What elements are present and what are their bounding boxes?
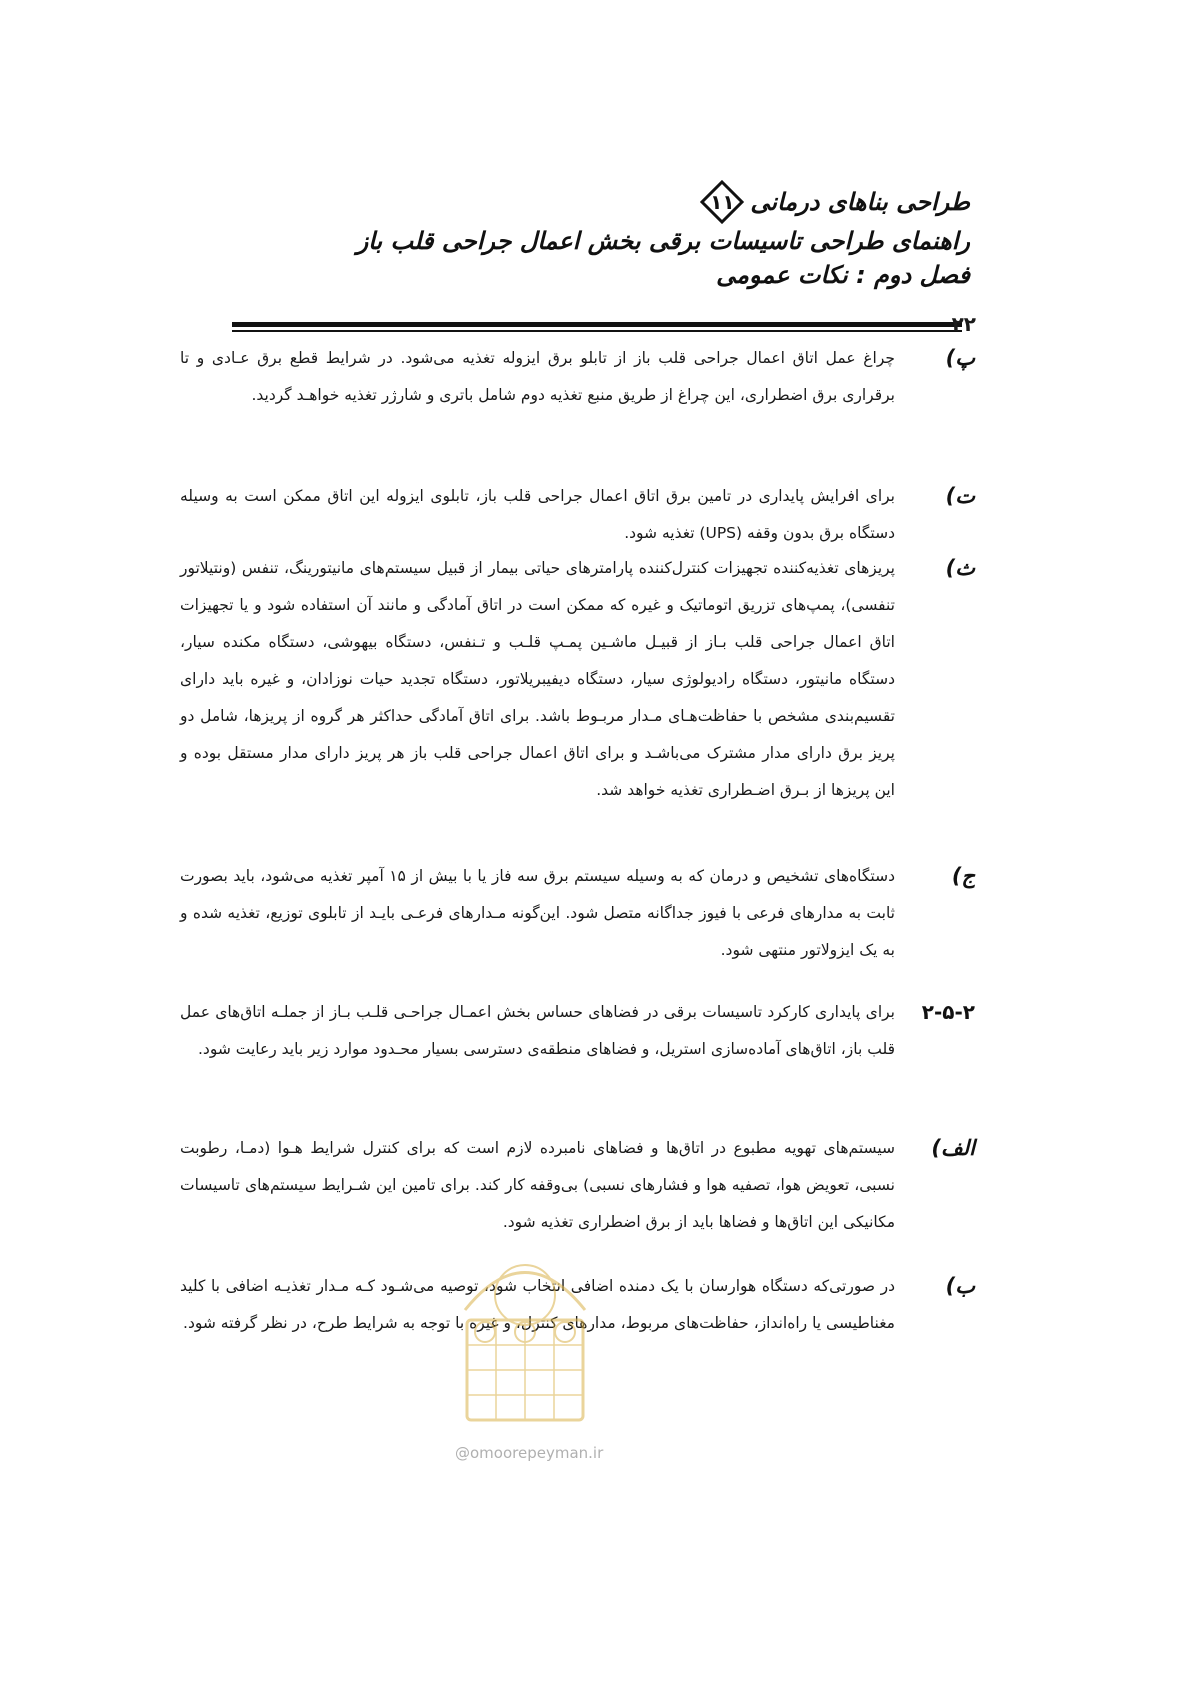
section-number: ۲-۵-۲ xyxy=(921,1000,975,1024)
list-item-pe xyxy=(180,340,975,414)
list-item-se xyxy=(180,550,975,809)
series-number: ۱۱ xyxy=(710,190,735,214)
series-number-badge xyxy=(700,180,744,224)
header-rule-thin xyxy=(232,330,962,332)
item-text: پریزهای تغذیه‌کننده تجهیزات کنترل‌کننده پارامترهای حیاتی بیمار از قبیل سیستم‌های مانیتورینگ، تنفس (ونتیلاتور تنفسی)، پمپ‌های تزریق اتوماتیک و غیره که ممکن است در اتاق آمادگی و مانند آن استفاده شود و یا تجهیزات اتاق اعمال جراحی قلب بـاز از قبیـل ماشـین پمـپ قلـب و تـنفس، دستگاه بیهوشی، دستگاه مکنده سیار، دستگاه مانیتور، دستگاه رادیولوژی سیار، دستگاه دیفیبریلاتور، دستگاه تجدید حیات نوزادان، و غیره باید دارای تقسیم‌بندی مشخص با حفاظت‌هـای مـدار مربـوط باشد. برای اتاق آمادگی حداکثر هر گروه از پریزها، شامل دو پریز برق دارای مدار مشترک می‌باشـد و برای اتاق اعمال جراحی قلب باز هر پریز دارای مدار مستقل بوده و این پریزها از بـرق اضـطراری تغذیه خواهد شد. xyxy=(180,559,895,799)
watermark-logo-icon xyxy=(445,1240,605,1430)
series-title: طراحی بناهای درمانی xyxy=(750,188,970,216)
item-label: ب) xyxy=(945,1274,975,1298)
guide-title: راهنمای طراحی تاسیسات برقی بخش اعمال جراحی قلب باز xyxy=(356,227,970,255)
list-item-te xyxy=(180,478,975,552)
item-label: ث) xyxy=(945,556,975,580)
page-number: ۲۲ xyxy=(951,312,976,336)
page-header xyxy=(190,180,970,292)
item-text: چراغ عمل اتاق اعمال جراحی قلب باز از تابلو برق ایزوله تغذیه می‌شود. در شرایط قطع برق عـادی و تا برقراری برق اضطراری، این چراغ از طریق منبع تغذیه دوم شامل باتری و شارژر تغذیه خواهـد گردید. xyxy=(180,349,895,404)
item-label: الف) xyxy=(931,1136,975,1160)
item-label: ج) xyxy=(951,864,975,888)
list-item-alef xyxy=(180,1130,975,1241)
item-text: برای افرایش پایداری در تامین برق اتاق اعمال جراحی قلب باز، تابلوی ایزوله این اتاق ممکن است به وسیله دستگاه برق بدون وقفه (UPS) تغذیه شود. xyxy=(180,487,895,542)
item-text: سیستم‌های تهویه مطبوع در اتاق‌ها و فضاهای نامبرده لازم است که برای کنترل شرایط هـوا (دمـا، رطوبت نسبی، تعویض هوا، تصفیه هوا و فشارهای نسبی) بی‌وقفه کار کند. برای تامین این شـرایط سیستم‌های تاسیسات مکانیکی این اتاق‌ها و فضاها باید از برق اضطراری تغذیه شود. xyxy=(180,1139,895,1231)
header-rule-thick xyxy=(232,322,962,327)
series-title-line xyxy=(190,180,970,224)
item-text: در صورتی‌که دستگاه هوارسان با یک دمنده اضافی انتخاب شود، توصیه می‌شـود کـه مـدار تغذیـه اضافی با کلید مغناطیسی یا راه‌انداز، حفاظت‌های مربوط، مدارهای کنترل، و غیره با توجه به شرایط طرح، در نظر گرفته شود. xyxy=(180,1277,895,1332)
chapter-title: فصل دوم : نکات عمومی xyxy=(716,261,970,289)
list-item-jim xyxy=(180,858,975,969)
item-text: دستگاه‌های تشخیص و درمان که به وسیله سیستم برق سه فاز یا با بیش از ۱۵ آمپر تغذیه می‌شود، باید بصورت ثابت به مدارهای فرعی با فیوز جداگانه متصل شود. این‌گونه مـدارهای فرعـی بایـد از تابلوی توزیع، تغذیه شده و به یک ایزولاتور منتهی شود. xyxy=(180,867,895,959)
section-item-2-5-2 xyxy=(180,994,975,1068)
watermark-url: @omoorepeyman.ir xyxy=(455,1444,604,1462)
item-text: برای پایداری کارکرد تاسیسات برقی در فضاهای حساس بخش اعمـال جراحـی قلـب بـاز از جملـه اتاق‌های عمل قلب باز، اتاق‌های آماده‌سازی استریل، و فضاهای منطقه‌ی دسترسی بسیار محـدود موارد زیر باید رعایت شود. xyxy=(180,1003,895,1058)
item-label: ت) xyxy=(945,484,975,508)
item-label: پ) xyxy=(945,346,975,370)
